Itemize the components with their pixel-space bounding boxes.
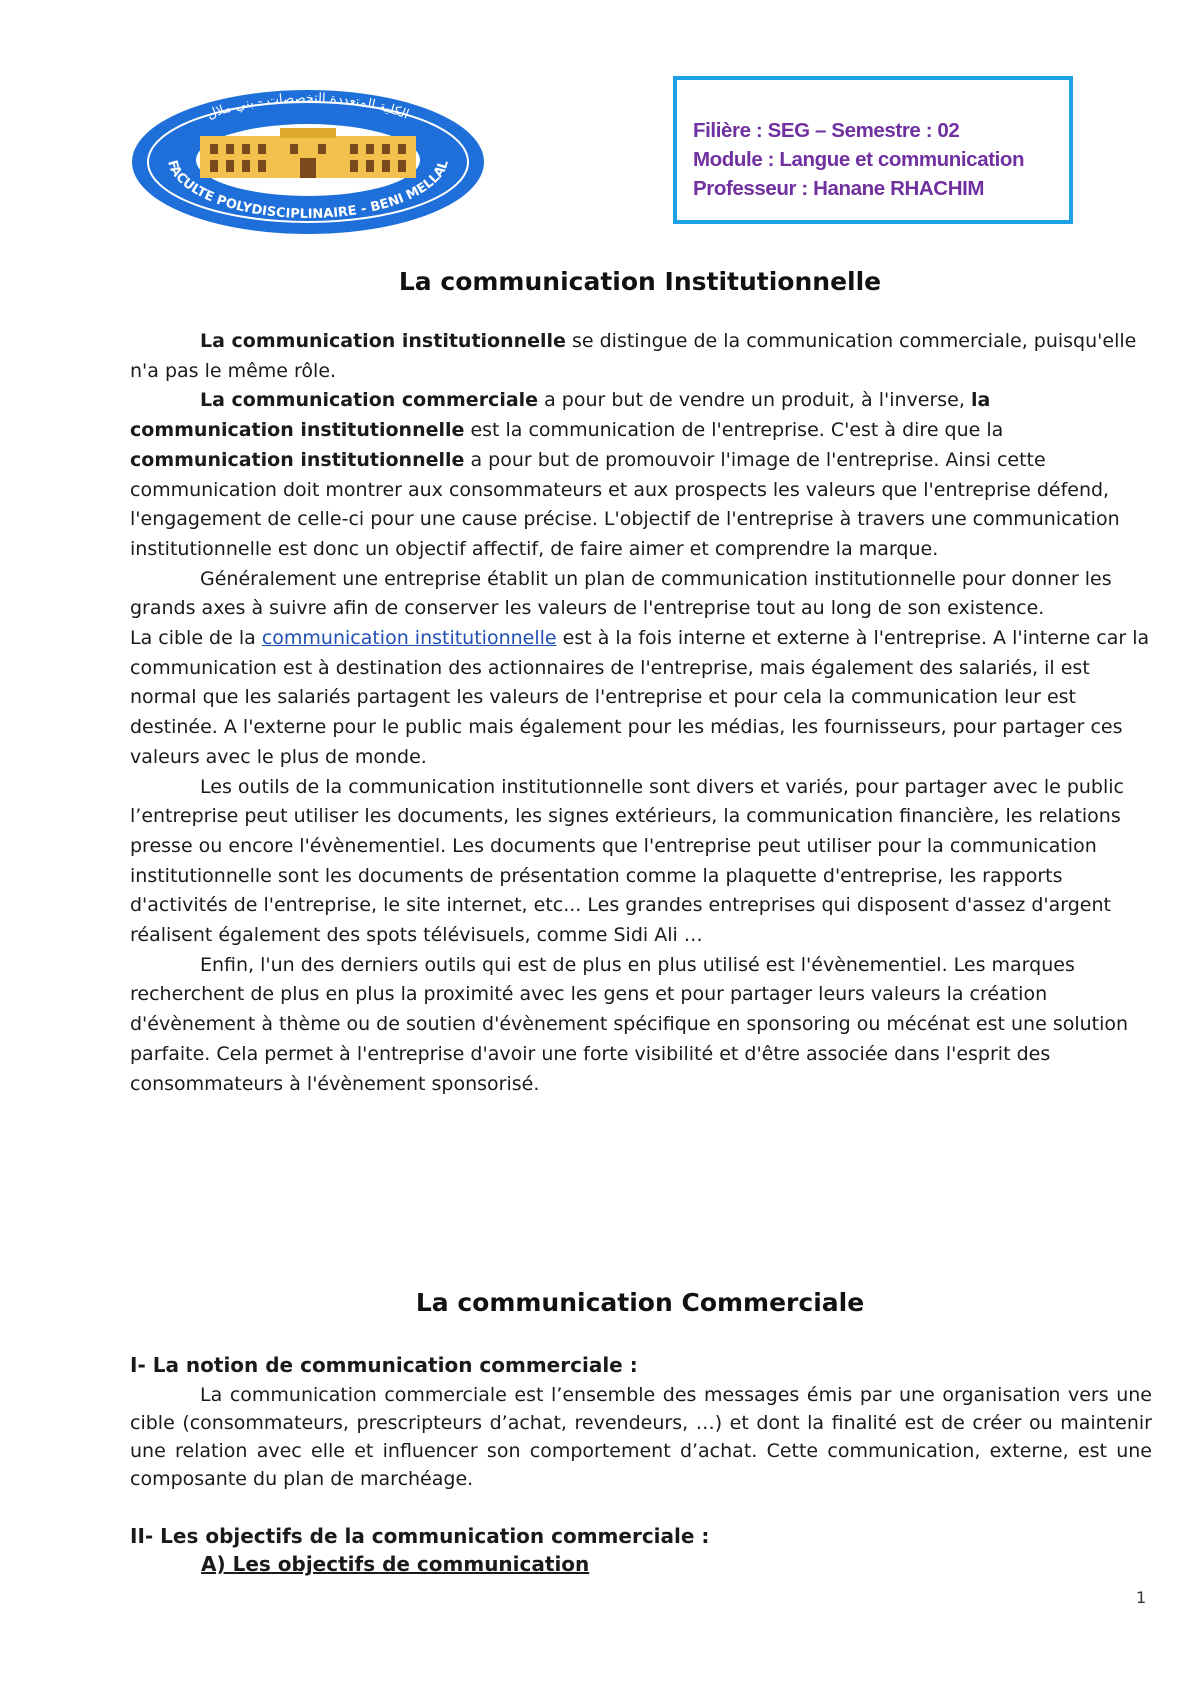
- section-commerciale-body: [130, 1381, 1152, 1493]
- info-professeur: Professeur : Hanane RHACHIM: [693, 177, 985, 200]
- paragraph-text: La communication commerciale est l’ensemble des messages émis par une organisation vers une cible (consommateurs, prescripteurs d’achat, revendeurs, …) et dont la finalité est de créer ou maintenir une relation avec elle et influencer son comportement d’achat. Cette communication, externe, est une composante du plan de marchéage.: [130, 1384, 1152, 1490]
- page-number: 1: [1136, 1588, 1147, 1607]
- paragraph-text: La cible de la: [130, 627, 262, 650]
- info-filiere: Filière : SEG – Semestre : 02: [693, 119, 960, 142]
- communication-institutionnelle-link[interactable]: communication institutionnelle: [261, 627, 557, 650]
- faculty-logo: [130, 88, 486, 236]
- subheading-objectifs-communication: A) Les objectifs de communication: [201, 1552, 590, 1576]
- paragraph-text: a pour but de promouvoir l'image de l'entreprise. Ainsi cette communication doit montrer aux consommateurs et aux prospects les valeurs que l'entreprise défend, l'engagement de celle-ci pour une cause précise. L'objectif de l'entreprise à travers une communication institutionnelle est donc un objectif affectif, de faire aimer et comprendre la marque.: [130, 448, 1120, 560]
- info-module: Module : Langue et communication: [693, 148, 1025, 171]
- logo-emblem: [130, 88, 486, 236]
- term-institutionnelle: La communication institutionnelle: [200, 330, 566, 352]
- heading-objectifs: II- Les objectifs de la communication commerciale :: [130, 1524, 710, 1548]
- paragraph-text: Enfin, l'un des derniers outils qui est de plus en plus utilisé est l'évènementiel. Les marques recherchent de plus en plus la proximité avec les gens et pour partager leurs valeurs la création d'évènement à thème ou de soutien d'évènement spécifique en sponsoring ou mécénat est une solution parfaite. Cela permet à l'entreprise d'avoir une forte visibilité et d'être associée dans l'esprit des consommateurs à l'évènement sponsorisé.: [130, 953, 1129, 1095]
- logo-text: FACULTE POLYDISCIPLINAIRE - BENI MELLAL: [164, 158, 452, 223]
- paragraph-text: Généralement une entreprise établit un plan de communication institutionnelle pour donner les grands axes à suivre afin de conserver les valeurs de l'entreprise tout au long de son existence.: [130, 567, 1112, 620]
- term-institutionnelle: communication institutionnelle: [130, 448, 465, 471]
- paragraph-text: est à la fois interne et externe à l'entreprise. A l'interne car la communication est à destination des actionnaires de l'entreprise, mais également des salariés, il est normal que les salariés partagent les valeurs de l'entreprise et pour cela la communication leur est destinée. A l'externe pour le public mais également pour les médias, les fournisseurs, pour partager ces valeurs avec le plus de monde.: [130, 627, 1150, 768]
- section-institutionnelle-body: [130, 327, 1152, 1099]
- term-commerciale: La communication commerciale: [200, 389, 539, 412]
- paragraph-text: a pour but de vendre un produit, à l'inverse,: [538, 389, 971, 412]
- heading-notion: I- La notion de communication commerciale :: [130, 1353, 638, 1377]
- logo-arabic-text: الكلية المتعددة التخصصات - بني ملال: [205, 90, 411, 123]
- paragraph-text: est la communication de l'entreprise. C'est à dire que la: [464, 419, 1004, 442]
- course-info-box: [673, 76, 1073, 224]
- term-institutionnelle: la communication institutionnelle: [130, 389, 991, 442]
- paragraph-text: Les outils de la communication institutionnelle sont divers et variés, pour partager avec le public l’entreprise peut utiliser les documents, les signes extérieurs, la communication financière, les relations presse ou encore l'évènementiel. Les documents que l'entreprise peut utiliser pour la communication institutionnelle sont les documents de présentation comme la plaquette d'entreprise, les rapports d'activités de l'entreprise, le site internet, etc... Les grandes entreprises qui disposent d'assez d'argent réalisent également des spots télévisuels, comme Sidi Ali …: [130, 775, 1124, 947]
- section-title-institutionnelle: La communication Institutionnelle: [398, 267, 882, 296]
- paragraph-text: se distingue de la communication commerciale, puisqu'elle n'a pas le même rôle.: [130, 330, 1137, 382]
- section-title-commerciale: La communication Commerciale: [415, 1288, 865, 1317]
